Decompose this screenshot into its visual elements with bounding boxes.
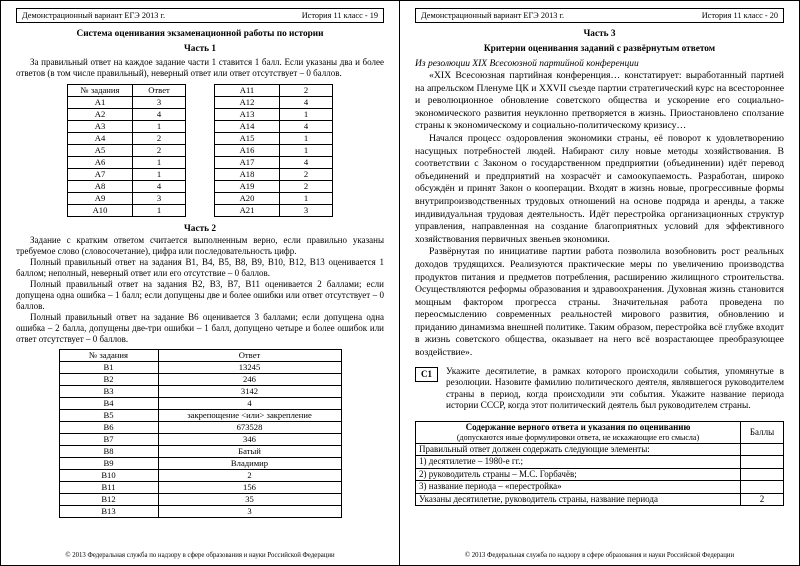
table-cell: В8 [59, 446, 158, 458]
paragraph: «XIX Всесоюзная партийная конференция… констатирует: выработанный партией на апрельском Пленуме ЦК и XXVII съезде партии стратегический курс на всестороннее и революционное обновление советского общества и ускорение его социально-экономического развития неуклонно претворяется в жизнь. Приостановлено сползание страны к экономическому и социально-политическому кризису… [415, 70, 784, 132]
table-cell: В3 [59, 386, 158, 398]
table-row [68, 181, 186, 193]
table-cell: В5 [59, 410, 158, 422]
table-cell: В6 [59, 422, 158, 434]
table-cell: В10 [59, 470, 158, 482]
table-cell: 2 [280, 169, 333, 181]
page-header [415, 8, 784, 23]
table-cell: А1 [68, 97, 133, 109]
table-cell: А19 [215, 181, 280, 193]
table-cell: А2 [68, 109, 133, 121]
table-cell: 3142 [158, 386, 341, 398]
header-page-label: История 11 класс - 19 [301, 11, 378, 20]
table-row [68, 97, 186, 109]
table-cell: В13 [59, 506, 158, 518]
table-row [68, 193, 186, 205]
table-row [59, 410, 341, 422]
table-row [215, 109, 333, 121]
table-row [215, 133, 333, 145]
answer-table-a2 [214, 84, 333, 217]
table-cell: А16 [215, 145, 280, 157]
table-header-cell: № задания [68, 85, 133, 97]
table-row [215, 205, 333, 217]
table-cell: Батый [158, 446, 341, 458]
section-heading-part3: Часть 3 [583, 29, 616, 39]
table-cell: А21 [215, 205, 280, 217]
header-page-label: История 11 класс - 20 [701, 11, 778, 20]
table-cell [741, 456, 784, 469]
table-row [215, 85, 333, 97]
answer-table-a1 [67, 84, 186, 217]
page-footer: © 2013 Федеральная служба по надзору в сфере образования и науки Российской Федерации [464, 552, 735, 559]
table-cell: А12 [215, 97, 280, 109]
section-heading-part2: Часть 2 [183, 224, 217, 234]
paragraph: Задание с кратким ответом считается выполненным верно, если правильно указаны требуемое слово (словосочетание), цифра или последовательность цифр. [16, 235, 384, 256]
table-row [59, 446, 341, 458]
table-row [59, 482, 341, 494]
table-header-row [68, 85, 186, 97]
criteria-title: Критерии оценивания заданий с развёрнутым ответом [483, 44, 716, 54]
paragraph: Начался процесс оздоровления экономики страны, её поворот к удовлетворению насущных потребностей людей. Набирают силу новые методы хозяйствования. В соответствии с Законом о государственном предприятии (объединении) идёт перевод объединений и предприятий на хозрасчёт и самоокупаемость. Разработан, широко обсуждён и принят Закон о кооперации. Входят в жизнь новые, прогрессивные формы внутрипроизводственных трудовых отношений на основе подряда и аренды, а также индивидуальная трудовая деятельность. Идёт перестройка организационных структур управления, направленная на создание благоприятных условий для эффективного хозяйствования первичных звеньев экономики. [415, 132, 784, 245]
table-cell: А8 [68, 181, 133, 193]
table-cell: А6 [68, 157, 133, 169]
section-heading-part1: Часть 1 [183, 44, 217, 54]
table-row [68, 109, 186, 121]
table-row [215, 97, 333, 109]
table-row [215, 157, 333, 169]
table-cell: 346 [158, 434, 341, 446]
table-header-row [416, 421, 784, 443]
criteria-header-sub: (допускаются иные формулировки ответа, не искажающие его смысла) [456, 432, 700, 442]
table-row [59, 470, 341, 482]
table-cell: А15 [215, 133, 280, 145]
table-cell: 1 [133, 169, 186, 181]
criteria-header-cell [416, 421, 741, 443]
table-header-cell: Ответ [133, 85, 186, 97]
table-cell: 1) десятилетие – 1980-е гг.; [416, 456, 741, 469]
table-cell: А17 [215, 157, 280, 169]
page-right [400, 1, 799, 565]
table-cell [741, 481, 784, 494]
table-cell: 2) руководитель страны – М.С. Горбачёв; [416, 468, 741, 481]
table-row [59, 386, 341, 398]
table-cell [741, 468, 784, 481]
table-cell: 1 [133, 205, 186, 217]
table-row [59, 494, 341, 506]
header-doc-label: Демонстрационный вариант ЕГЭ 2013 г. [421, 11, 565, 20]
table-cell: А9 [68, 193, 133, 205]
page-header [16, 8, 384, 23]
table-cell [741, 443, 784, 456]
table-header-cell: Ответ [158, 350, 341, 362]
table-row [416, 493, 784, 506]
page-left [1, 1, 400, 565]
table-cell: 2 [158, 470, 341, 482]
criteria-table [415, 421, 784, 507]
table-cell: 1 [280, 133, 333, 145]
table-cell: 2 [133, 133, 186, 145]
table-cell: 3 [280, 205, 333, 217]
table-row [59, 398, 341, 410]
table-row [215, 121, 333, 133]
table-row [416, 456, 784, 469]
table-cell: 1 [280, 109, 333, 121]
table-cell: Владимир [158, 458, 341, 470]
paragraph: Развёрнутая по инициативе партии работа позволила возобновить рост реальных доходов трудящихся. Реализуются практические меры по увеличению производства продуктов питания и предметов потребления, расширению жилищного строительства. Осуществляются реформы образования и здравоохранения. Духовная жизнь становится мощным фактором прогресса страны. Значительная работа проведена по переосмыслению современных реальностей мирового развития, обновлению и приданию динамизма внешней политике. Таким образом, перестройка всё глубже входит в жизнь советского общества, оказывает на него всё возрастающее преобразующее воздействие». [415, 246, 784, 359]
resolution-quote [415, 70, 784, 360]
paragraph: Полный правильный ответ на задание В6 оценивается 3 баллами; если допущена одна ошибка – 2 балла, допущены две-три ошибки – 1 балл, допущено четыре и более ошибок или ответ отсутствует – 0 баллов. [16, 312, 384, 344]
table-row [68, 121, 186, 133]
table-cell: Правильный ответ должен содержать следующие элементы: [416, 443, 741, 456]
part1-answer-tables [16, 84, 384, 217]
table-row [59, 506, 341, 518]
table-cell: 4 [280, 121, 333, 133]
table-cell: 1 [133, 121, 186, 133]
table-cell: 2 [280, 85, 333, 97]
task-c1-text: Укажите десятилетие, в рамках которого происходили события, упомянутые в резолюции. Назовите фамилию политического деятеля, являвшегося руководителем страны в период, когда происходили эти события. Укажите название периода истории СССР, когда этот политический деятель был руководителем страны. [446, 366, 784, 412]
table-cell: А3 [68, 121, 133, 133]
table-cell: В2 [59, 374, 158, 386]
table-cell: 4 [158, 398, 341, 410]
table-cell: А10 [68, 205, 133, 217]
task-label-c1: С1 [415, 367, 438, 382]
table-cell: А18 [215, 169, 280, 181]
table-cell: 2 [133, 145, 186, 157]
table-cell: 4 [133, 181, 186, 193]
table-cell: 3 [158, 506, 341, 518]
table-cell: В11 [59, 482, 158, 494]
table-cell: 156 [158, 482, 341, 494]
document-title: Система оценивания экзаменационной работы по истории [76, 29, 324, 39]
paragraph: Полный правильный ответ на задания В2, В3, В7, В11 оценивается 2 баллами; если допущена одна ошибка – 1 балл; если допущены две и более ошибки или ответ отсутствует – 0 баллов. [16, 279, 384, 311]
source-line: Из резолюции XIX Всесоюзной партийной конференции [415, 59, 639, 69]
table-cell: 4 [280, 97, 333, 109]
table-row [416, 468, 784, 481]
table-row [68, 133, 186, 145]
table-header-row [59, 350, 341, 362]
table-cell: А4 [68, 133, 133, 145]
table-row [416, 481, 784, 494]
table-cell: 35 [158, 494, 341, 506]
paragraph: Полный правильный ответ на задания В1, В4, В5, В8, В9, В10, В12, В13 оценивается 1 баллом; неполный, неверный ответ или его отсутствие – 0 баллов. [16, 257, 384, 278]
table-cell: закрепощение <или> закрепление [158, 410, 341, 422]
table-row [215, 169, 333, 181]
table-row [68, 145, 186, 157]
table-cell: А11 [215, 85, 280, 97]
criteria-header-main: Содержание верного ответа и указания по оцениванию [465, 421, 691, 432]
part2-paragraphs [16, 235, 384, 345]
table-cell: 673528 [158, 422, 341, 434]
table-cell: В7 [59, 434, 158, 446]
table-row [59, 374, 341, 386]
table-row [68, 157, 186, 169]
table-cell: 246 [158, 374, 341, 386]
table-cell: 1 [280, 193, 333, 205]
table-cell: Указаны десятилетие, руководитель страны, название периода [416, 493, 741, 506]
table-row [59, 422, 341, 434]
table-row [59, 458, 341, 470]
table-cell: 13245 [158, 362, 341, 374]
table-cell: 1 [133, 157, 186, 169]
header-doc-label: Демонстрационный вариант ЕГЭ 2013 г. [22, 11, 166, 20]
task-c1 [415, 367, 784, 413]
table-row [59, 434, 341, 446]
table-cell: А7 [68, 169, 133, 181]
table-cell: А14 [215, 121, 280, 133]
table-cell: 3 [133, 97, 186, 109]
table-cell: А5 [68, 145, 133, 157]
criteria-header-points: Баллы [741, 421, 784, 443]
table-cell: 2 [280, 181, 333, 193]
table-row [68, 169, 186, 181]
table-cell: А20 [215, 193, 280, 205]
table-cell: 3 [133, 193, 186, 205]
part1-intro-paragraph: За правильный ответ на каждое задание части 1 ставится 1 балл. Если указаны два и более ответов (в том числе правильный), неверный ответ или ответ отсутствует – 0 баллов. [16, 57, 384, 78]
table-row [68, 205, 186, 217]
table-cell: 4 [280, 157, 333, 169]
table-cell: В9 [59, 458, 158, 470]
table-row [416, 443, 784, 456]
table-row [215, 181, 333, 193]
table-cell: А13 [215, 109, 280, 121]
table-row [215, 193, 333, 205]
table-row [59, 362, 341, 374]
table-cell: 3) название периода – «перестройка» [416, 481, 741, 494]
table-cell: 4 [133, 109, 186, 121]
page-footer: © 2013 Федеральная служба по надзору в сфере образования и науки Российской Федерации [65, 552, 335, 559]
table-cell: 2 [741, 493, 784, 506]
table-cell: В4 [59, 398, 158, 410]
table-row [215, 145, 333, 157]
table-cell: В12 [59, 494, 158, 506]
table-cell: 1 [280, 145, 333, 157]
table-cell: В1 [59, 362, 158, 374]
table-header-cell: № задания [59, 350, 158, 362]
answer-table-b [59, 349, 342, 518]
